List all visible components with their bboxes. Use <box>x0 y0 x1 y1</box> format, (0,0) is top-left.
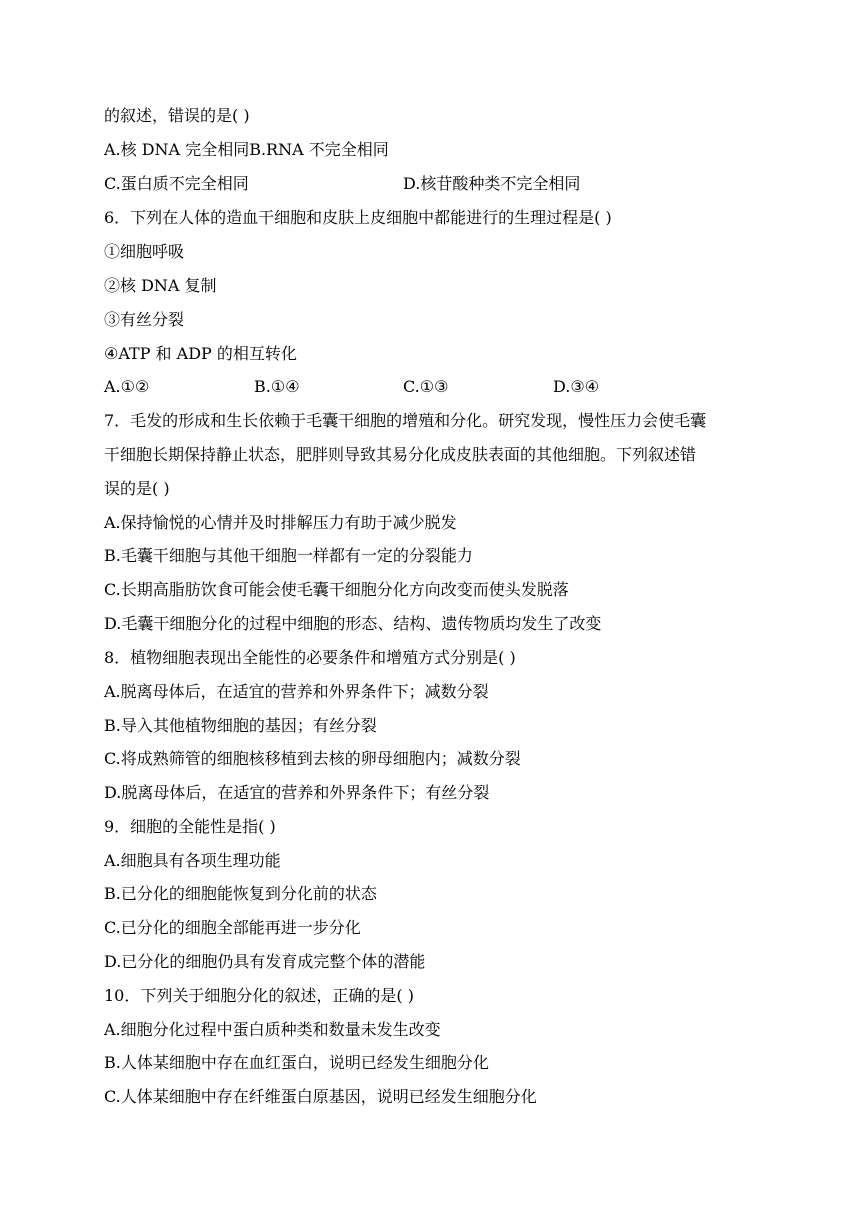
question-5-stem: 的叙述，错误的是( ) <box>104 106 250 125</box>
question-10-option-b: B.人体某细胞中存在血红蛋白，说明已经发生细胞分化 <box>104 1053 489 1072</box>
question-9-option-c: C.已分化的细胞全部能再进一步分化 <box>104 918 361 937</box>
question-6-option-b: B.①④ <box>254 377 300 396</box>
question-10-option-a: A.细胞分化过程中蛋白质种类和数量未发生改变 <box>104 1020 441 1039</box>
question-6-option-d: D.③④ <box>553 377 600 396</box>
question-6-item: ②核 DNA 复制 <box>104 276 217 295</box>
question-7-stem-line: 7．毛发的形成和生长依赖于毛囊干细胞的增殖和分化。研究发现，慢性压力会使毛囊 <box>104 411 707 430</box>
question-6-option-a: A.①② <box>104 377 150 396</box>
question-6-stem: 6．下列在人体的造血干细胞和皮肤上皮细胞中都能进行的生理过程是( ) <box>104 208 612 227</box>
question-6-item: ④ATP 和 ADP 的相互转化 <box>104 344 297 363</box>
question-8-option-a: A.脱离母体后，在适宜的营养和外界条件下；减数分裂 <box>104 682 489 701</box>
question-7-stem-line: 干细胞长期保持静止状态，肥胖则导致其易分化成皮肤表面的其他细胞。下列叙述错 <box>104 445 697 464</box>
question-5-option-c: C.蛋白质不完全相同 <box>104 174 249 193</box>
question-7-option-c: C.长期高脂肪饮食可能会使毛囊干细胞分化方向改变而使头发脱落 <box>104 580 569 599</box>
question-8-stem: 8．植物细胞表现出全能性的必要条件和增殖方式分别是( ) <box>104 648 516 667</box>
question-5-options-ab: A.核 DNA 完全相同B.RNA 不完全相同 <box>104 140 389 159</box>
question-8-option-b: B.导入其他植物细胞的基因；有丝分裂 <box>104 716 377 735</box>
question-7-option-a: A.保持愉悦的心情并及时排解压力有助于减少脱发 <box>104 513 457 532</box>
question-9-option-a: A.细胞具有各项生理功能 <box>104 851 281 870</box>
question-6-item: ③有丝分裂 <box>104 310 185 329</box>
question-8-option-d: D.脱离母体后，在适宜的营养和外界条件下；有丝分裂 <box>104 783 490 802</box>
question-5-option-d: D.核苷酸种类不完全相同 <box>403 174 581 193</box>
question-10-stem: 10．下列关于细胞分化的叙述，正确的是( ) <box>104 986 414 1005</box>
question-9-option-b: B.已分化的细胞能恢复到分化前的状态 <box>104 884 377 903</box>
question-8-option-c: C.将成熟筛管的细胞核移植到去核的卵母细胞内；减数分裂 <box>104 749 521 768</box>
question-6-option-c: C.①③ <box>403 377 449 396</box>
question-6-item: ①细胞呼吸 <box>104 242 185 261</box>
question-7-option-d: D.毛囊干细胞分化的过程中细胞的形态、结构、遗传物质均发生了改变 <box>104 614 602 633</box>
question-7-option-b: B.毛囊干细胞与其他干细胞一样都有一定的分裂能力 <box>104 546 473 565</box>
question-9-option-d: D.已分化的细胞仍具有发育成完整个体的潜能 <box>104 952 426 971</box>
question-7-stem-line: 误的是( ) <box>104 479 170 498</box>
question-10-option-c: C.人体某细胞中存在纤维蛋白原基因，说明已经发生细胞分化 <box>104 1087 537 1106</box>
question-9-stem: 9．细胞的全能性是指( ) <box>104 817 276 836</box>
